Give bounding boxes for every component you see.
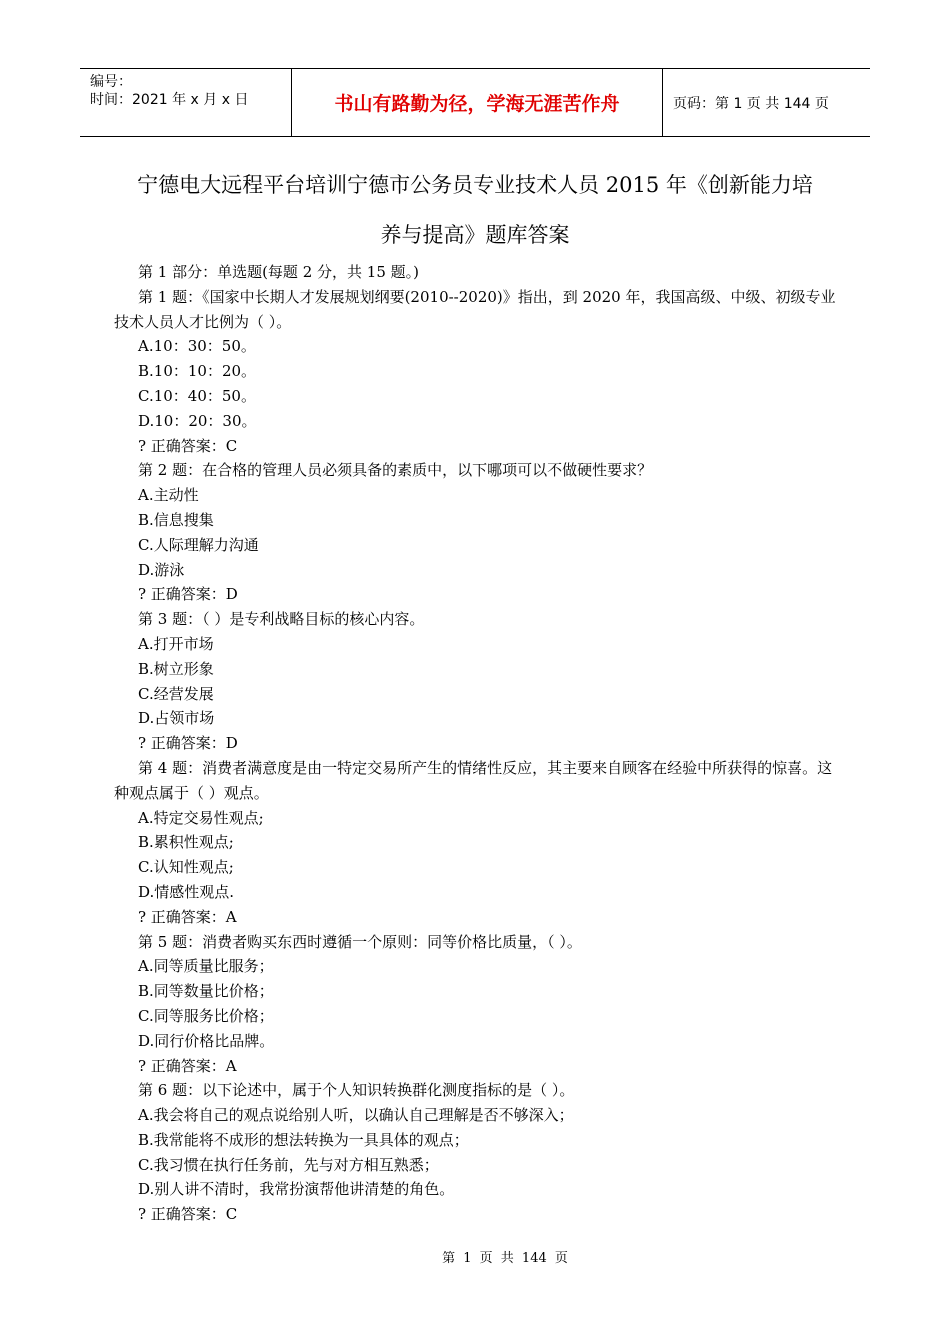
- answer: ? 正确答案：D: [138, 585, 238, 604]
- option: A.打开市场: [138, 634, 214, 653]
- header-table: [80, 68, 870, 137]
- option: B.10：10：20。: [138, 362, 257, 381]
- option: D.10：20：30。: [138, 411, 257, 430]
- option: D.同行价格比品牌。: [138, 1031, 275, 1050]
- option: B.同等数量比价格；: [138, 982, 274, 1001]
- option: D.别人讲不清时，我常扮演帮他讲清楚的角色。: [138, 1180, 455, 1199]
- question-block: [114, 756, 839, 930]
- header-page-code: 页码：第 1 页 共 144 页: [673, 95, 829, 112]
- question-stem: 第 4 题：消费者满意度是由一特定交易所产生的情绪性反应，其主要来自顾客在经验中所获得的惊喜。这种观点属于（ ）观点。: [114, 758, 833, 802]
- option: A.主动性: [138, 486, 199, 505]
- answer: ? 正确答案：A: [138, 1056, 237, 1075]
- option: C.我习惯在执行任务前，先与对方相互熟悉；: [138, 1155, 439, 1174]
- question-stem: 第 2 题：在合格的管理人员必须具备的素质中，以下哪项可以不做硬性要求？: [138, 461, 653, 480]
- answer: ? 正确答案：C: [138, 1205, 238, 1224]
- option: C.10：40：50。: [138, 386, 256, 405]
- question-block: [114, 607, 839, 756]
- option: D.占领市场: [138, 709, 215, 728]
- question-stem: 第 5 题：消费者购买东西时遵循一个原则：同等价格比质量，（ ）。: [138, 932, 582, 951]
- answer: ? 正确答案：D: [138, 734, 238, 753]
- option: C.同等服务比价格；: [138, 1006, 274, 1025]
- section-intro: 第 1 部分：单选题(每题 2 分，共 15 题。): [138, 263, 419, 281]
- question-stem: 第 1 题：《国家中长期人才发展规划纲要(2010--2020)》指出，到 2020 年，我国高级、中级、初级专业技术人员人才比例为（ ）。: [114, 287, 836, 331]
- option: A.同等质量比服务；: [138, 957, 274, 976]
- page-title-line1: 宁德电大远程平台培训宁德市公务员专业技术人员 2015 年《创新能力培: [137, 173, 813, 197]
- option: C.认知性观点;: [138, 858, 234, 877]
- question-stem: 第 3 题：（ ）是专利战略目标的核心内容。: [138, 610, 425, 629]
- option: C.经营发展: [138, 684, 214, 703]
- header-meta: [80, 69, 292, 136]
- question-block: [114, 930, 839, 1079]
- page-footer: 第 1 页 共 144 页: [442, 1251, 568, 1266]
- option: A.我会将自己的观点说给别人听，以确认自己理解是否不够深入；: [138, 1106, 574, 1125]
- page-title-line2: 养与提高》题库答案: [380, 223, 570, 247]
- number-label: 编号：: [90, 74, 132, 90]
- question-block: [114, 1078, 839, 1227]
- option: D.情感性观点.: [138, 882, 235, 901]
- option: B.树立形象: [138, 659, 214, 678]
- answer: ? 正确答案：C: [138, 436, 238, 455]
- option: B.累积性观点;: [138, 833, 234, 852]
- option: B.我常能将不成形的想法转换为一具具体的观点；: [138, 1130, 469, 1149]
- header-motto: 书山有路勤为径，学海无涯苦作舟: [292, 69, 663, 136]
- question-block: [114, 458, 839, 607]
- question-block: [114, 285, 839, 459]
- time-label: 时间：2021 年 x 月 x 日: [90, 92, 249, 108]
- option: A.10：30：50。: [138, 337, 256, 356]
- option: D.游泳: [138, 560, 185, 579]
- option: B.信息搜集: [138, 510, 214, 529]
- option: A.特定交易性观点;: [138, 808, 264, 827]
- question-content: [114, 260, 839, 1227]
- question-stem: 第 6 题：以下论述中，属于个人知识转换群化测度指标的是（ ）。: [138, 1081, 575, 1100]
- option: C.人际理解力沟通: [138, 535, 259, 554]
- answer: ? 正确答案：A: [138, 907, 237, 926]
